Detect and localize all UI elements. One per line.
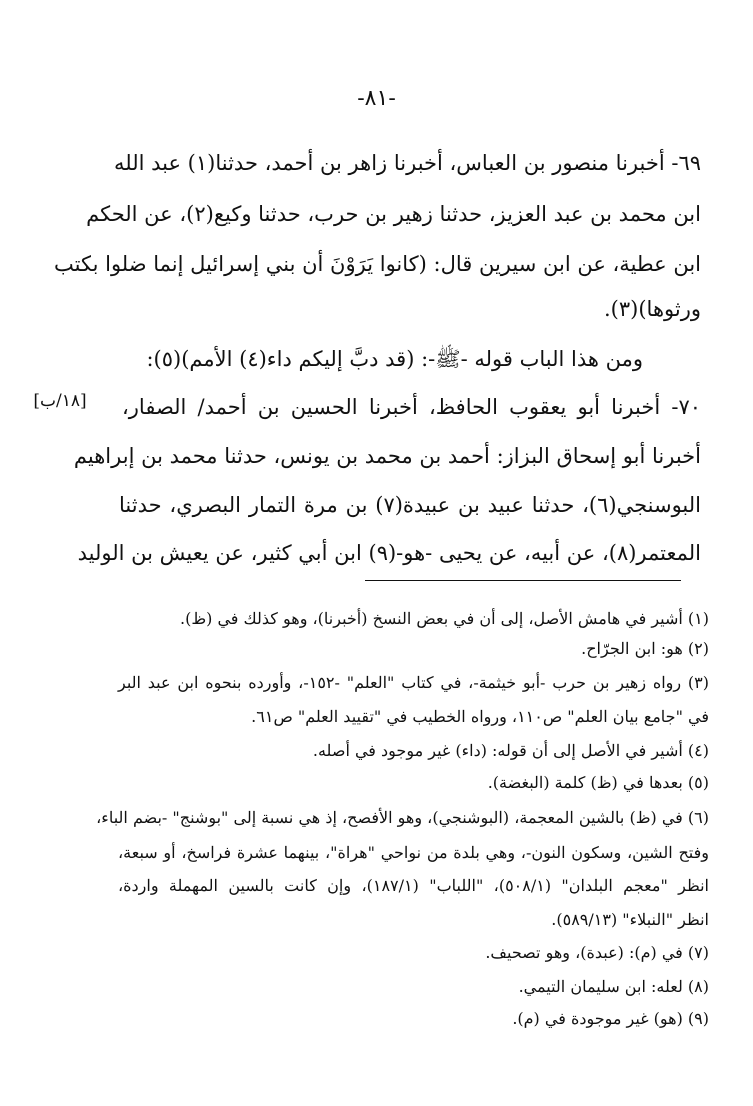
footnote-6-line-4: انظر "النبلاء" (٥٨٩/١٣). (551, 910, 709, 929)
body-line-4: ورثوها)(٣). (604, 297, 701, 321)
footnote-2: (٢) هو: ابن الجرّاح. (581, 639, 709, 658)
footnote-9: (٩) (هو) غير موجودة في (م). (512, 1009, 709, 1028)
body-line-9: المعتمر(٨)، عن أبيه، عن يحيى -هو-(٩) ابن أبي كثير، عن يعيش بن الوليد (77, 541, 701, 565)
body-line-7: أخبرنا أبو إسحاق البزاز: أحمد بن محمد بن يونس، حدثنا محمد بن إبراهيم (73, 444, 701, 468)
body-line-3: ابن عطية، عن ابن سيرين قال: (كانوا يَرَوْنَ أن بني إسرائيل إنما ضلوا بكتب (54, 252, 701, 276)
footnote-6-line-3: انظر "معجم البلدان" (٥٠٨/١)، "اللباب" (١٨٧/١)، وإن كانت بالسين المهملة واردة، (118, 876, 710, 895)
body-line-6: ٧٠- أخبرنا أبو يعقوب الحافظ، أخبرنا الحسين بن أحمد/ الصفار، (122, 395, 701, 419)
footnote-1: (١) أشير في هامش الأصل، إلى أن في بعض النسخ (أخبرنا)، وهو كذلك في (ظ). (180, 609, 709, 628)
footnote-4: (٤) أشير في الأصل إلى أن قوله: (داء) غير موجود في أصله. (312, 741, 709, 760)
footnote-5: (٥) بعدها في (ظ) كلمة (البغضة). (487, 773, 709, 792)
body-line-5: ومن هذا الباب قوله -ﷺ-: (قد دبَّ إليكم داء(٤) الأمم)(٥): (146, 347, 643, 371)
footnote-6-line-1: (٦) في (ظ) بالشين المعجمة، (البوشنجي)، وهو الأفصح، إذ هي نسبة إلى "بوشنج" -بضم الباء، (96, 808, 709, 827)
footnote-8: (٨) لعله: ابن سليمان التيمي. (518, 977, 709, 996)
footnote-3-line-2: في "جامع بيان العلم" ص١١٠، ورواه الخطيب في "تقييد العلم" ص٦١. (251, 707, 709, 726)
footnote-7: (٧) في (م): (عبدة)، وهو تصحيف. (485, 943, 709, 962)
body-line-8: البوسنجي(٦)، حدثنا عبيد بن عبيدة(٧) بن مرة التمار البصري، حدثنا (119, 493, 701, 517)
body-line-1: ٦٩- أخبرنا منصور بن العباس، أخبرنا زاهر بن أحمد، حدثنا(١) عبد الله (113, 151, 701, 175)
footnote-3-line-1: (٣) رواه زهير بن حرب -أبو خيثمة-، في كتاب "العلم" -١٥٢-، وأورده بنحوه ابن عبد البر (118, 673, 709, 692)
page-number: -٨١- (357, 86, 396, 111)
body-line-2: ابن محمد بن عبد العزيز، حدثنا زهير بن حرب، حدثنا وكيع(٢)، عن الحكم (86, 202, 701, 226)
footnote-divider (365, 580, 681, 581)
margin-folio-note: [١٨/ب] (33, 391, 87, 411)
footnote-6-line-2: وفتح الشين، وسكون النون-، وهي بلدة من نواحي "هراة"، بينهما عشرة فراسخ، أو سبعة، (118, 843, 710, 862)
